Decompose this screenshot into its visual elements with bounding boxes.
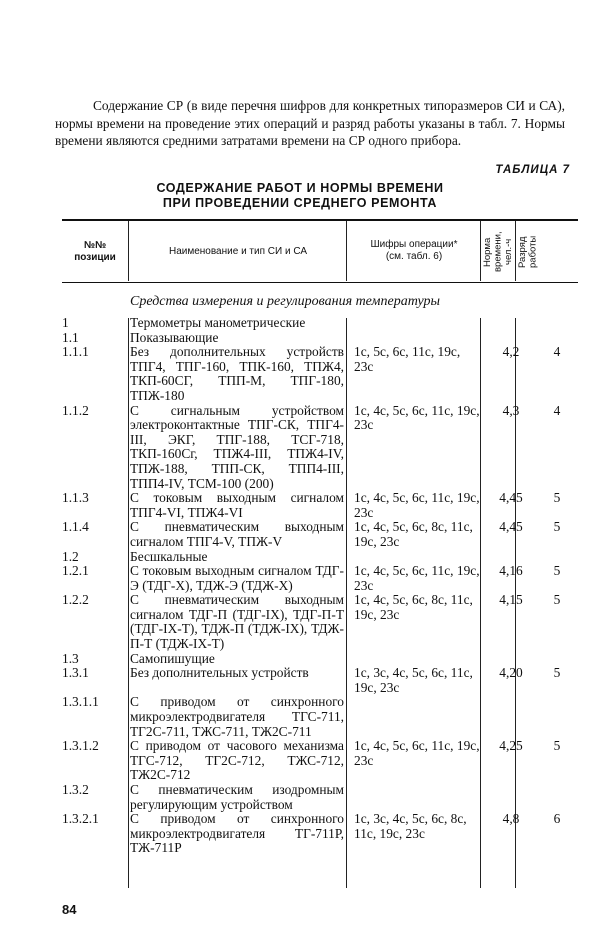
table-header-rule: [62, 282, 578, 283]
row-number: 1.2.2: [62, 592, 89, 608]
row-codes: 1с, 4с, 5с, 6с, 8с, 11с, 19с, 23с: [354, 519, 473, 549]
table-row: [62, 783, 578, 812]
header-divider-1: [128, 221, 129, 281]
row-codes: 1с, 4с, 5с, 6с, 11с, 19с, 23с: [354, 738, 480, 768]
row-codes: 1с, 4с, 5с, 6с, 11с, 19с, 23с: [354, 490, 480, 520]
table-top-rule: [62, 219, 578, 221]
row-norm: 4,16: [499, 563, 523, 579]
row-grade: [536, 652, 572, 667]
row-number: 1.1: [62, 329, 79, 345]
row-norm: [480, 550, 536, 565]
row-grade: 5: [553, 519, 561, 535]
row-number: 1.3.2.1: [62, 811, 99, 827]
row-grade: 5: [553, 490, 561, 506]
header-codes: Шифры операции* (см. табл. 6): [370, 239, 458, 262]
header-divider-4: [515, 221, 516, 281]
row-norm: 4,2: [502, 344, 520, 360]
row-norm: 4,3: [502, 402, 520, 418]
page-number: 84: [62, 902, 77, 917]
row-name: Без дополнительных устройств: [130, 665, 309, 681]
row-number: 1.3.2: [62, 782, 89, 797]
row-number: 1.2.1: [62, 563, 89, 579]
table-row: [62, 812, 578, 856]
table-title: СОДЕРЖАНИЕ РАБОТ И НОРМЫ ВРЕМЕНИ ПРИ ПРОВЕДЕНИИ СРЕДНЕГО РЕМОНТА: [156, 181, 444, 210]
row-grade: 6: [553, 811, 561, 827]
header-divider-3: [480, 221, 481, 281]
row-grade: 4: [553, 402, 561, 418]
row-codes: [344, 652, 480, 667]
row-name: С пневматическим выходным сигналом ТПГ4-V, ТПЖ-V: [130, 519, 344, 549]
row-codes: 1с, 4с, 5с, 6с, 8с, 11с, 19с, 23с: [354, 592, 473, 622]
row-grade: [536, 695, 572, 739]
row-codes: [344, 316, 480, 331]
row-norm: 4,20: [499, 665, 523, 681]
table-row: [62, 331, 578, 346]
table-row: [62, 666, 578, 695]
table-row: [62, 404, 578, 492]
row-norm: [480, 695, 536, 739]
row-number: 1.3.1.1: [62, 694, 99, 710]
table-row: [62, 695, 578, 739]
header-norm: Норма времени, чел.-ч: [482, 231, 514, 273]
row-grade: [536, 783, 572, 812]
row-number: 1.3: [62, 650, 79, 666]
row-codes: 1с, 3с, 4с, 5с, 6с, 11с, 19с, 23с: [354, 665, 473, 695]
row-name: С пневматическим выходным сигналом ТДГ-П (ТДГ-IX), ТДГ-П-Т (ТДГ-IX-Т), ТДЖ-П (ТДЖ-IX), ТДЖ-П-Т (ТДЖ-IX-Т): [130, 592, 344, 652]
header-name: Наименование и тип СИ и СА: [168, 246, 308, 257]
row-codes: [344, 695, 480, 739]
row-norm: 4,45: [499, 519, 523, 535]
header-divider-2: [346, 221, 347, 281]
row-name: С пневматическим изодромным регулирующим устройством: [130, 782, 344, 812]
row-codes: [344, 783, 480, 812]
row-norm: [480, 331, 536, 346]
row-codes: [344, 550, 480, 565]
row-norm: 4,15: [499, 592, 523, 608]
table-row: [62, 520, 578, 549]
row-name: С токовым выходным сигналом ТПГ4-VI, ТПЖ4-VI: [130, 490, 344, 520]
row-norm: [480, 783, 536, 812]
row-grade: 5: [553, 738, 561, 754]
row-grade: 5: [553, 563, 561, 579]
row-norm: 4,45: [499, 490, 523, 506]
section-title: Средства измерения и регулирования температуры: [130, 294, 440, 309]
header-grade: Разряд работы: [517, 235, 539, 269]
row-name: Без дополнительных устройств ТПГ4, ТПГ-160, ТПК-160, ТПЖ4, ТКП-60СГ, ТПП-М, ТПГ-180, ТПЖ-180: [130, 344, 344, 403]
row-name: Самопишущие: [130, 650, 215, 666]
row-grade: [536, 331, 572, 346]
row-grade: 5: [553, 592, 561, 608]
row-name: Показывающие: [130, 329, 219, 345]
table-row: [62, 564, 578, 593]
table-row: [62, 491, 578, 520]
row-number: 1.3.1.2: [62, 738, 99, 754]
row-norm: 4,8: [502, 811, 520, 827]
row-name: Бесшкальные: [130, 548, 208, 564]
row-number: 1.1.4: [62, 519, 89, 535]
row-norm: [480, 316, 536, 331]
row-name: С приводом от часового механизма ТГС-712, ТГ2С-712, ТЖС-712, ТЖ2С-712: [130, 738, 344, 783]
row-name: С приводом от синхронного микроэлектродвигателя ТГС-711, ТГ2С-711, ТЖС-711, ТЖ2С-711: [130, 694, 344, 739]
row-name: С сигнальным устройством электроконтактные ТПГ-СК, ТПГ4-III, ЭКГ, ТПГ-188, ТСГ-718, ТКП-160Сг, ТПЖ4-III, ТПЖ4-IV, ТПЖ-188, ТПП-СК, ТПП4-III, ТПП4-IV, ТСМ-100 (200): [130, 402, 344, 491]
row-norm: [480, 652, 536, 667]
row-name: С токовым выходным сигналом ТДГ-Э (ТДГ-Х), ТДЖ-Э (ТДЖ-Х): [130, 563, 344, 593]
row-name: С приводом от синхронного микроэлектродвигателя ТГ-711Р, ТЖ-711Р: [130, 811, 344, 856]
table-row: [62, 739, 578, 783]
row-norm: 4,25: [499, 738, 523, 754]
row-codes: 1с, 4с, 5с, 6с, 11с, 19с, 23с: [354, 563, 480, 593]
row-grade: 4: [553, 344, 561, 360]
row-name: Термометры манометрические: [130, 315, 306, 330]
table-row: [62, 550, 578, 565]
table-body: [62, 316, 578, 856]
table-row: [62, 345, 578, 403]
table-row: [62, 316, 578, 331]
intro-paragraph: [55, 97, 565, 150]
header-num: №№ позиции: [74, 240, 116, 263]
row-number: 1.1.2: [62, 402, 89, 418]
row-number: 1.3.1: [62, 665, 89, 681]
row-grade: [536, 316, 572, 331]
table-row: [62, 652, 578, 667]
row-number: 1.1.3: [62, 490, 89, 506]
row-codes: 1с, 3с, 4с, 5с, 6с, 8с, 11с, 19с, 23с: [354, 811, 467, 841]
table-row: [62, 593, 578, 651]
row-number: 1: [62, 315, 69, 330]
row-number: 1.1.1: [62, 344, 89, 360]
table-label: ТАБЛИЦА 7: [495, 164, 570, 176]
row-grade: [536, 550, 572, 565]
row-codes: [344, 331, 480, 346]
row-codes: 1с, 4с, 5с, 6с, 11с, 19с, 23с: [354, 402, 480, 433]
row-grade: 5: [553, 665, 561, 681]
row-codes: 1с, 5с, 6с, 11с, 19с, 23с: [354, 344, 461, 374]
intro-text: Содержание СР (в виде перечня шифров для конкретных типоразмеров СИ и СА), нормы времени на проведение этих операций и разряд работы указаны в табл. 7. Нормы времени являются средними затратами времени на СР одного прибора.: [55, 98, 565, 148]
row-number: 1.2: [62, 548, 79, 564]
